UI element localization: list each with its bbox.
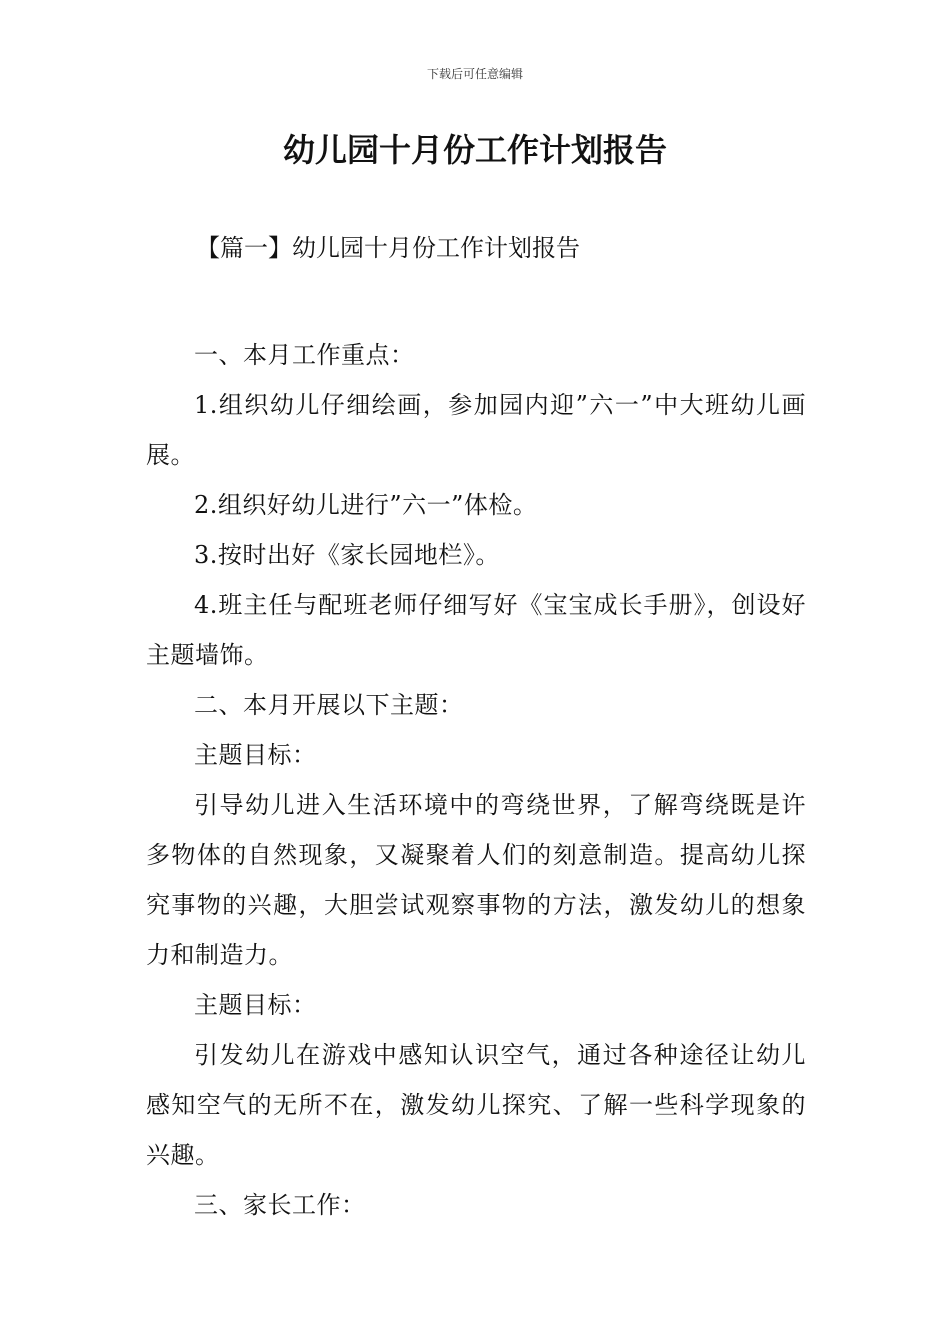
list-item: 3.按时出好《家长园地栏》。 [194,541,500,569]
theme-goal-label: 主题目标： [194,741,317,769]
section-heading-parents: 三、家长工作： [194,1191,366,1219]
header-note: 下载后可任意编辑 [426,67,523,81]
theme-goal-label: 主题目标： [194,991,317,1019]
section-heading-focus: 一、本月工作重点： [194,341,415,369]
list-item: 1.组织幼儿仔细绘画，参加园内迎”六一”中大班幼儿画展。 [146,391,806,469]
list-item: 2.组织好幼儿进行”六一”体检。 [194,491,538,519]
theme-goal-text: 引发幼儿在游戏中感知认识空气，通过各种途径让幼儿感知空气的无所不在，激发幼儿探究、了解一些科学现象的兴趣。 [146,1041,806,1169]
theme-goal-text: 引导幼儿进入生活环境中的弯绕世界，了解弯绕既是许多物体的自然现象，又凝聚着人们的刻意制造。提高幼儿探究事物的兴趣，大胆尝试观察事物的方法，激发幼儿的想象力和制造力。 [146,791,806,969]
document-body [146,330,806,1230]
document-title: 幼儿园十月份工作计划报告 [282,131,667,169]
section-heading-themes: 二、本月开展以下主题： [194,691,464,719]
list-item: 4.班主任与配班老师仔细写好《宝宝成长手册》，创设好主题墙饰。 [146,591,806,669]
document-subtitle: 【篇一】幼儿园十月份工作计划报告 [196,234,580,262]
